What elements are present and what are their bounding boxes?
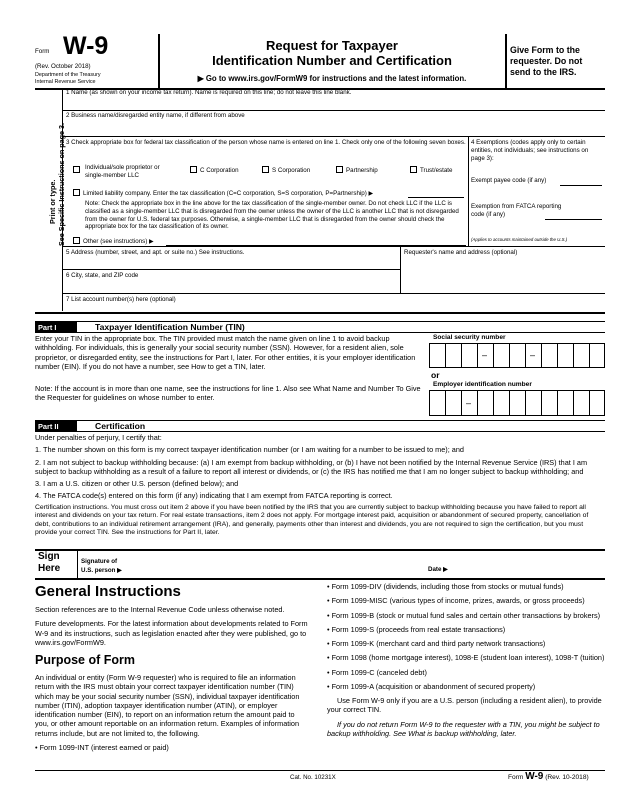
bullet-1099-b: • Form 1099-B (stock or mutual fund sales and certain other transactions by brokers) — [327, 610, 601, 620]
other-checkbox[interactable] — [73, 237, 80, 244]
header-divider-right — [505, 34, 507, 89]
see-instructions: See Specific Instructions on page 3. — [57, 122, 66, 246]
c-corp-label: C Corporation — [200, 167, 239, 174]
line-1-label: 1 Name (as shown on your income tax return). Name is required on this line; do not leave this line blank. — [66, 89, 352, 96]
sign-bottom-rule — [35, 578, 605, 580]
purpose-heading: Purpose of Form — [35, 653, 136, 668]
exemptions-label: 4 Exemptions (codes apply only to certain entities, not individuals; see instructions on page 3): — [471, 139, 589, 162]
part-1-bar — [35, 321, 605, 332]
irs: Internal Revenue Service — [35, 79, 96, 85]
print-or-type: Print or type. — [48, 179, 57, 224]
date-label: Date ▶ — [428, 566, 448, 573]
us-person: U.S. person ▶ — [81, 567, 122, 574]
ssn-dash-1: – — [482, 350, 488, 360]
checkbox-s-corp[interactable] — [262, 166, 310, 175]
llc-classification-input[interactable] — [408, 197, 464, 198]
line-5-label: 5 Address (number, street, and apt. or suite no.) See instructions. — [66, 249, 245, 256]
general-instructions-heading: General Instructions — [35, 583, 181, 600]
side-instructions — [48, 96, 66, 246]
form-number: W-9 — [63, 32, 109, 60]
sign-here-label — [38, 551, 60, 575]
sign-divider — [77, 550, 78, 578]
part-2-bar — [35, 420, 605, 431]
checkbox-trust[interactable] — [410, 166, 452, 175]
sign-label: Sign — [38, 551, 60, 562]
cert-intro: Under penalties of perjury, I certify that: — [35, 433, 162, 442]
checkbox-partnership[interactable] — [336, 166, 378, 175]
goto-link[interactable]: ▶ Go to www.irs.gov/FormW9 for instructions and the latest information. — [197, 74, 467, 83]
requester-label: Requester's name and address (optional) — [404, 249, 518, 256]
s-corp-label: S Corporation — [272, 167, 311, 174]
s-corp-checkbox[interactable] — [262, 166, 269, 173]
cert-item-3: 3. I am a U.S. citizen or other U.S. person (defined below); and — [35, 479, 239, 489]
backup-p5: If you do not return Form W-9 to the requester with a TIN, you might be subject to backup withholding. See What is backup withholding, later. — [327, 719, 600, 738]
part-2-label: Part II — [35, 421, 77, 432]
form-label: Form — [35, 48, 50, 55]
bullet-1099-int: • Form 1099-INT (interest earned or paid) — [35, 742, 169, 752]
individual-checkbox[interactable] — [73, 166, 80, 173]
purpose-p3: An individual or entity (Form W-9 requester) who is required to file an information return with the IRS must obtain your correct taxpayer identification number (TIN) which may be your social security number (SSN), individual taxpayer identification number (ITIN), adoption taxpayer identification number (ATIN), or employer identification number (EIN), to report on an information return the amount paid to you, or other amount reportable on an information return. Examples of information returns include, but are not limited to, the following. — [35, 672, 300, 738]
line-1-name-input[interactable] — [63, 97, 605, 109]
partnership-label: Partnership — [346, 167, 378, 174]
llc-label: Limited liability company. Enter the tax classification (C=C corporation, S=S corporation, P=Partnership) ▶ — [83, 190, 374, 197]
part-1-text: Enter your TIN in the appropriate box. The TIN provided must match the name given on line 1 to avoid backup withholding. For individuals, this is generally your social security number (SSN). However, for a resident alien, sole proprietor, or disregarded entity, see the instructions for Part I, later. For other entities, it is your employer identification number (EIN). If you do not have a number, see How to get a TIN, later. — [35, 334, 416, 371]
line-2-business-input[interactable] — [63, 120, 605, 135]
line-3-label: 3 Check appropriate box for federal tax classification of the person whose name is entered on line 1. Check only one of the following seven boxes. — [66, 139, 466, 146]
exemptions-divider — [468, 136, 469, 246]
or-label: or — [431, 370, 440, 380]
line-5-rule — [62, 269, 400, 270]
ein-input[interactable] — [429, 390, 605, 416]
line-7-account-input[interactable] — [63, 304, 603, 312]
certification-body — [35, 433, 605, 538]
requester-input[interactable] — [401, 257, 605, 293]
signature-input[interactable] — [135, 552, 425, 576]
partnership-checkbox[interactable] — [336, 166, 343, 173]
other-label: Other (see instructions) ▶ — [83, 238, 154, 245]
cert-instructions: Certification instructions. You must cross out item 2 above if you have been notified by the IRS that you are currently subject to backup withholding because you have failed to report all interest and dividends on your tax return. For real estate transactions, item 2 does not apply. For mortgage interest paid, acquisition or abandonment of secured property, cancellation of debt, contributions to an individual retirement arrangement (IRA), and generally, payments other than interest and dividends, you are not required to sign the certification, but you must provide your correct TIN. See the instructions for Part II, later. — [35, 503, 589, 537]
trust-checkbox[interactable] — [410, 166, 417, 173]
fatca-input[interactable] — [545, 219, 602, 220]
ein-label: Employer identification number — [433, 381, 532, 388]
give-form-note: Give Form to the requester. Do not send to the IRS. — [510, 45, 583, 77]
footer-rev: (Rev. 10-2018) — [545, 774, 589, 781]
line-2-rule — [62, 136, 605, 137]
section-rule — [35, 312, 605, 314]
line-6-label: 6 City, state, and ZIP code — [66, 272, 139, 279]
signature-of: Signature of — [81, 558, 118, 565]
part-1-title: Taxpayer Identification Number (TIN) — [95, 322, 245, 332]
general-p1: Section references are to the Internal Revenue Code unless otherwise noted. — [35, 605, 285, 615]
bullet-1099-div: • Form 1099-DIV (dividends, including those from stocks or mutual funds) — [327, 582, 564, 591]
bullet-1098: • Form 1098 (home mortgage interest), 1098-E (student loan interest), 1098-T (tuition) — [327, 653, 605, 663]
part-1-bar-rule — [35, 332, 605, 333]
checkbox-c-corp[interactable] — [190, 166, 239, 175]
checkbox-llc[interactable] — [73, 189, 373, 198]
left-column — [35, 582, 309, 757]
right-column — [327, 582, 605, 743]
revision: (Rev. October 2018) — [35, 63, 91, 70]
ein-dash: – — [466, 398, 472, 408]
footer-form-label: Form — [508, 774, 524, 781]
date-input[interactable] — [452, 558, 602, 576]
llc-checkbox[interactable] — [73, 189, 80, 196]
checkbox-other[interactable] — [73, 237, 154, 246]
cert-item-4: 4. The FATCA code(s) entered on this form (if any) indicating that I am exempt from FATCA reporting is correct. — [35, 491, 393, 501]
applies-note: (Applies to accounts maintained outside the U.S.) — [471, 237, 568, 242]
signature-label — [81, 557, 122, 575]
checkbox-individual[interactable] — [73, 164, 175, 180]
individual-label: Individual/sole proprietor or single-member LLC — [85, 164, 160, 179]
sign-top-rule — [35, 549, 605, 551]
line-6-rule — [62, 293, 605, 294]
title-line-2: Identification Number and Certification — [212, 53, 452, 68]
form-title — [160, 38, 504, 68]
cat-number: Cat. No. 10231X — [290, 774, 336, 781]
bullet-1099-k: • Form 1099-K (merchant card and third party network transactions) — [327, 639, 546, 649]
part-2-bar-rule — [35, 431, 605, 432]
c-corp-checkbox[interactable] — [190, 166, 197, 173]
department: Department of the Treasury — [35, 72, 101, 78]
exempt-payee-label: Exempt payee code (if any) — [471, 177, 547, 184]
use-form-p4: Use Form W-9 only if you are a U.S. person (including a resident alien), to provide your correct TIN. — [327, 696, 602, 715]
part-1-note: Note: If the account is in more than one name, see the instructions for line 1. Also see What Name and Number To Give the Requester for guidelines on whose number to enter. — [35, 384, 421, 403]
bullet-1099-a: • Form 1099-A (acquisition or abandonment of secured property) — [327, 681, 536, 691]
part-2-title: Certification — [95, 421, 146, 431]
bullet-1099-misc: • Form 1099-MISC (various types of income, prizes, awards, or gross proceeds) — [327, 596, 585, 606]
part-1-label: Part I — [35, 322, 77, 333]
cert-item-2: 2. I am not subject to backup withholding because: (a) I am exempt from backup withholding, or (b) I have not been notified by the Internal Revenue Service (IRS) that I am subject to backup withholding as a result of a failure to report all interest or dividends, or (c) the IRS has notified me that I am no longer subject to backup withholding; and — [35, 457, 588, 476]
fatca-label: Exemption from FATCA reporting code (if any) — [471, 203, 562, 218]
ssn-dash-2: – — [530, 350, 536, 360]
line-3-rule — [62, 246, 605, 247]
general-p2: Future developments. For the latest information about developments related to Form W-9 and its instructions, such as legislation enacted after they were published, go to www.irs.gov/FormW9. — [35, 619, 308, 647]
line-1-rule — [62, 110, 605, 111]
trust-label: Trust/estate — [420, 167, 453, 174]
title-line-1: Request for Taxpayer — [266, 38, 398, 53]
exempt-payee-input[interactable] — [560, 185, 602, 186]
here-label: Here — [38, 563, 61, 574]
ssn-label: Social security number — [433, 334, 506, 341]
llc-note: Note: Check the appropriate box in the line above for the tax classification of the single-member owner. Do not check LLC if the LLC is classified as a single-member LLC that is disregarded from the owner unless the owner of the LLC is another LLC that is not disregarded from the owner for U.S. federal tax purposes. Otherwise, a single-member LLC that is disregarded from the owner should check the appropriate box for the tax classification of its owner. — [85, 200, 459, 231]
footer-form — [508, 771, 589, 783]
bullet-1099-c: • Form 1099-C (canceled debt) — [327, 667, 427, 677]
line-7-label: 7 List account number(s) here (optional) — [66, 296, 176, 303]
line-2-label: 2 Business name/disregarded entity name, if different from above — [66, 112, 245, 119]
bullet-1099-s: • Form 1099-S (proceeds from real estate transactions) — [327, 624, 506, 634]
ssn-input[interactable] — [429, 343, 605, 368]
cert-item-1: 1. The number shown on this form is my correct taxpayer identification number (or I am waiting for a number to be issued to me); and — [35, 445, 464, 455]
line-5-address-input[interactable] — [63, 257, 398, 269]
footer-form-number: W-9 — [525, 771, 544, 782]
line-6-city-input[interactable] — [63, 280, 398, 292]
